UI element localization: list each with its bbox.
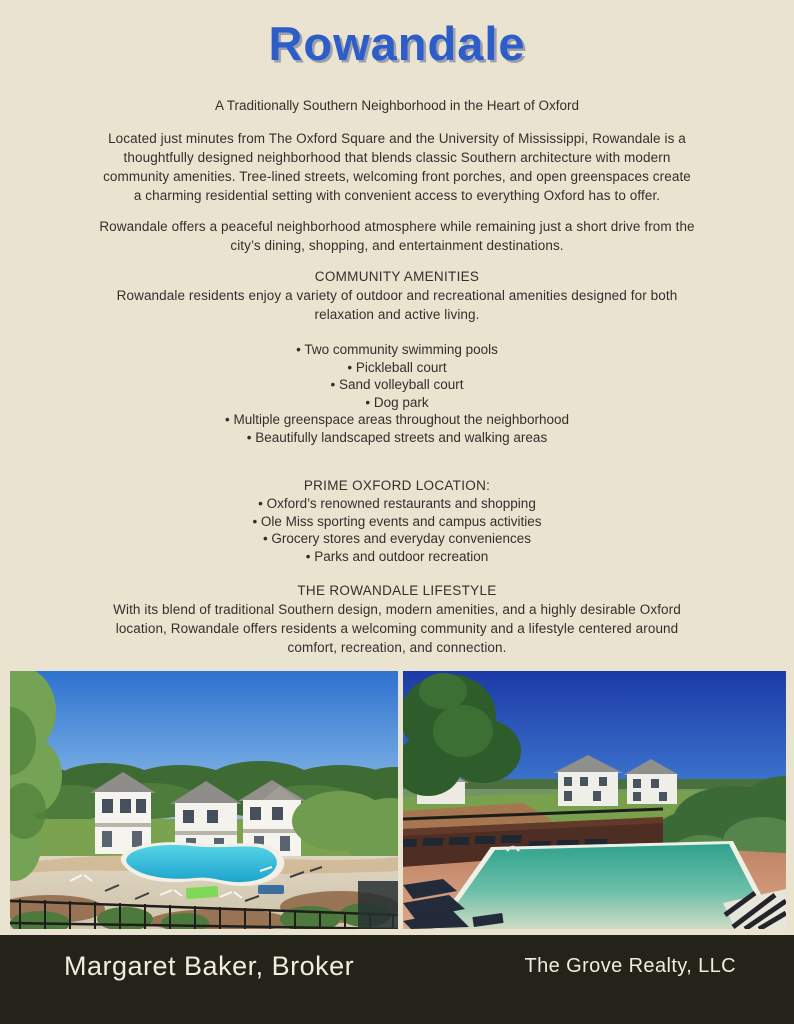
intro-paragraph-1: Located just minutes from The Oxford Square and the University of Mississippi, Rowandale is a thoughtfully designed neighborhood that blends classic Southern architecture with modern community amenities. Tree-lined streets, welcoming front porches, and open greenspaces create a charming residential setting with convenient access to everything Oxford has to offer. [103, 131, 691, 203]
location-heading: PRIME OXFORD LOCATION: [303, 478, 491, 493]
page-title: Rowandale [268, 17, 526, 70]
lifestyle-description: With its blend of traditional Southern design, modern amenities, and a highly desirable Oxford location, Rowandale offers residents a welcoming community and a lifestyle centered around comfort, recreation, and connection. [113, 602, 681, 655]
bullet-item: • Dog park [77, 394, 717, 412]
subtitle: A Traditionally Southern Neighborhood in the Heart of Oxford [215, 98, 579, 113]
bullet-item: • Ole Miss sporting events and campus activities [77, 513, 717, 531]
homes-pool-photo [10, 671, 398, 929]
community-pool-photo [403, 671, 786, 929]
intro-paragraph-2: Rowandale offers a peaceful neighborhood atmosphere while remaining just a short drive from the city’s dining, shopping, and entertainment destinations. [99, 219, 695, 253]
bullet-item: • Parks and outdoor recreation [77, 548, 717, 566]
photo-row [10, 671, 786, 929]
bullet-item: • Grocery stores and everyday conveniences [77, 530, 717, 548]
broker-name: Margaret Baker, Broker [64, 951, 355, 981]
amenities-list [77, 341, 717, 446]
company-name: The Grove Realty, LLC [524, 955, 736, 977]
footer-bar [0, 935, 794, 1024]
amenities-description: Rowandale residents enjoy a variety of outdoor and recreational amenities designed for both relaxation and active living. [116, 288, 678, 322]
bullet-item: • Two community swimming pools [77, 341, 717, 359]
amenities-heading: COMMUNITY AMENITIES [314, 269, 480, 284]
location-list [77, 495, 717, 565]
bullet-item: • Beautifully landscaped streets and walking areas [77, 429, 717, 447]
bullet-item: • Pickleball court [77, 359, 717, 377]
bullet-item: • Multiple greenspace areas throughout the neighborhood [77, 411, 717, 429]
bullet-item: • Sand volleyball court [77, 376, 717, 394]
lifestyle-heading: THE ROWANDALE LIFESTYLE [297, 583, 497, 598]
bullet-item: • Oxford’s renowned restaurants and shopping [77, 495, 717, 513]
